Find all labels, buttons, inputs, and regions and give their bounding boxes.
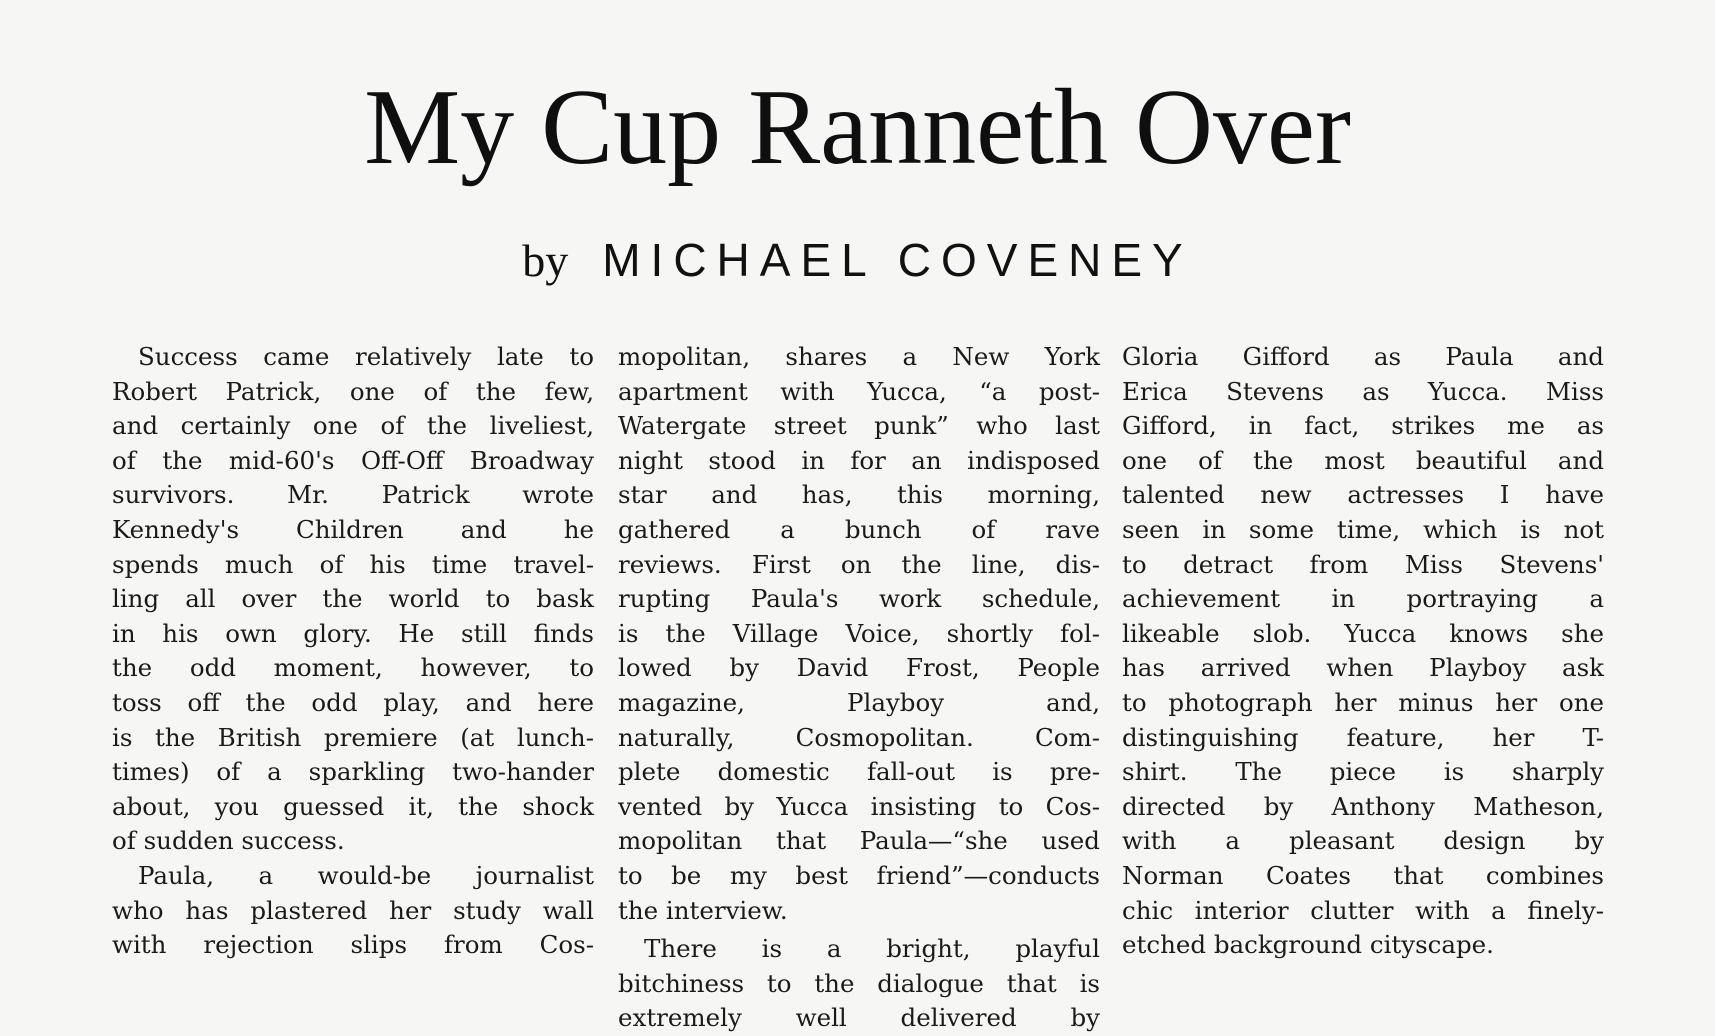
column-line: to detract from Miss Stevens'	[1122, 549, 1604, 579]
byline	[0, 232, 1715, 289]
column-line: is the British premiere (at lunch-	[112, 722, 594, 752]
column-line: Success came relatively late to	[138, 342, 594, 371]
column-line: of the mid-60's Off-Off Broadway	[112, 445, 594, 475]
column-line: shirt. The piece is sharply	[1122, 757, 1604, 787]
column-line: vented by Yucca insisting to Cos-	[618, 791, 1100, 821]
column-line: bitchiness to the dialogue that is	[618, 968, 1100, 998]
article-title: My Cup Ranneth Over	[364, 68, 1351, 187]
column-line: likeable slob. Yucca knows she	[1122, 618, 1604, 648]
column-line: gathered a bunch of rave	[618, 514, 1100, 544]
column-line: mopolitan, shares a New York	[618, 342, 1100, 371]
column-line: toss off the odd play, and here	[112, 687, 594, 717]
column-line: who has plastered her study wall	[112, 895, 594, 925]
column-line: rupting Paula's work schedule,	[618, 584, 1100, 614]
column-line: has arrived when Playboy ask	[1122, 653, 1604, 683]
column-line: talented new actresses I have	[1122, 480, 1604, 510]
column-line: one of the most beautiful and	[1122, 445, 1604, 475]
column-line: night stood in for an indisposed	[618, 445, 1100, 475]
column-line: with a pleasant design by	[1122, 826, 1604, 856]
column-line: survivors. Mr. Patrick wrote	[112, 480, 594, 510]
column-line: There is a bright, playful	[644, 934, 1100, 964]
column-line: of sudden success.	[112, 826, 345, 856]
column-line: reviews. First on the line, dis-	[618, 549, 1100, 579]
column-line: spends much of his time travel-	[112, 549, 594, 579]
column-line: achievement in portraying a	[1122, 584, 1604, 614]
column-line: Erica Stevens as Yucca. Miss	[1122, 376, 1604, 406]
byline-by: by	[522, 235, 569, 286]
column-line: plete domestic fall-out is pre-	[618, 757, 1100, 787]
column-line: chic interior clutter with a finely-	[1122, 895, 1604, 925]
column-line: distinguishing feature, her T-	[1122, 722, 1604, 752]
article-column-3	[1122, 340, 1604, 963]
column-line: with rejection slips from Cos-	[112, 930, 594, 960]
column-line: about, you guessed it, the shock	[112, 791, 594, 821]
column-line: in his own glory. He still finds	[112, 618, 594, 648]
column-line: times) of a sparkling two-hander	[112, 757, 594, 787]
column-line: lowed by David Frost, People	[618, 653, 1100, 683]
column-line: to be my best friend”—conducts	[618, 860, 1100, 890]
column-line: Paula, a would-be journalist	[138, 860, 594, 890]
column-line: magazine, Playboy and,	[618, 687, 1100, 717]
column-line: Norman Coates that combines	[1122, 860, 1604, 890]
column-line: ling all over the world to bask	[112, 584, 594, 614]
column-line: the odd moment, however, to	[112, 653, 594, 683]
column-line: extremely well delivered by	[618, 1003, 1100, 1033]
column-line: star and has, this morning,	[618, 480, 1100, 510]
column-line: directed by Anthony Matheson,	[1122, 791, 1604, 821]
column-line: seen in some time, which is not	[1122, 514, 1604, 544]
column-line: Gloria Gifford as Paula and	[1122, 342, 1604, 371]
column-line: apartment with Yucca, “a post-	[618, 376, 1100, 406]
column-line: to photograph her minus her one	[1122, 687, 1604, 717]
column-line: etched background cityscape.	[1122, 930, 1494, 960]
article-column-2	[618, 340, 1100, 1036]
column-line: Gifford, in fact, strikes me as	[1122, 411, 1604, 441]
column-line: Kennedy's Children and he	[112, 514, 594, 544]
column-line: mopolitan that Paula—“she used	[618, 826, 1100, 856]
column-line: is the Village Voice, shortly fol-	[618, 618, 1100, 648]
column-line: naturally, Cosmopolitan. Com-	[618, 722, 1100, 752]
column-line: Watergate street punk” who last	[618, 411, 1100, 441]
column-line: the interview.	[618, 895, 788, 925]
column-line: Robert Patrick, one of the few,	[112, 376, 594, 406]
byline-author: MICHAEL COVENEY	[602, 234, 1193, 286]
article-column-1	[112, 340, 594, 963]
column-line: and certainly one of the liveliest,	[112, 411, 594, 441]
